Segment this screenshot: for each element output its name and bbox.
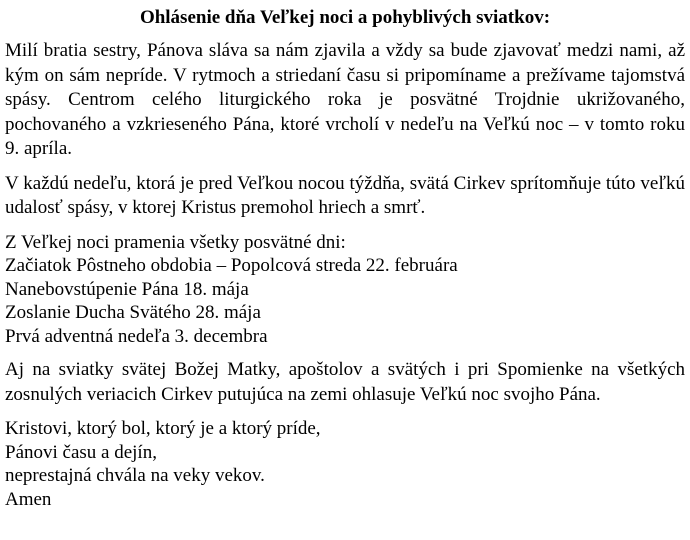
feast-item-ascension: Nanebovstúpenie Pána 18. mája — [5, 278, 249, 300]
sunday-paragraph: V každú nedeľu, ktorá je pred Veľkou nocou týždňa, svätá Cirkev sprítomňuje túto veľkú udalosť spásy, v ktorej Kristus premohol hriech a smrť. — [5, 172, 685, 218]
doxology-line: Kristovi, ktorý bol, ktorý je a ktorý príde, — [5, 418, 321, 439]
feast-item-advent: Prvá adventná nedeľa 3. decembra — [5, 325, 268, 347]
doxology-line: neprestajná chvála na veky vekov. — [5, 465, 265, 486]
feast-item-ash-wednesday: Začiatok Pôstneho obdobia – Popolcová streda 22. februára — [5, 255, 458, 276]
intro-paragraph: Milí bratia sestry, Pánova sláva sa nám zjavila a vždy sa bude zjavovať medzi nami, až kým on sám nepríde. V rytmoch a striedaní času si pripomíname a prežívame tajomstvá spásy. Centrom celého liturgického roka je posvätné Trojdnie ukrižovaného, pochovaného a vzkrieseného Pána, ktoré vrcholí v nedeľu na Veľkú noc – v tomto roku 9. apríla. — [5, 40, 685, 159]
feasts-intro: Z Veľkej noci pramenia všetky posvätné dni: — [5, 231, 346, 253]
doxology-line: Pánovi času a dejín, — [5, 441, 157, 463]
feast-item-pentecost: Zoslanie Ducha Svätého 28. mája — [5, 302, 261, 323]
doxology — [5, 417, 685, 511]
doxology-amen: Amen — [5, 488, 52, 510]
closing-paragraph: Aj na sviatky svätej Božej Matky, apoštolov a svätých i pri Spomienke na všetkých zosnulých veriacich Cirkev putujúca na zemi ohlasuje Veľkú noc svojho Pána. — [5, 359, 685, 405]
document-title: Ohlásenie dňa Veľkej noci a pohyblivých sviatkov: — [139, 7, 551, 28]
feasts-list — [5, 231, 685, 349]
